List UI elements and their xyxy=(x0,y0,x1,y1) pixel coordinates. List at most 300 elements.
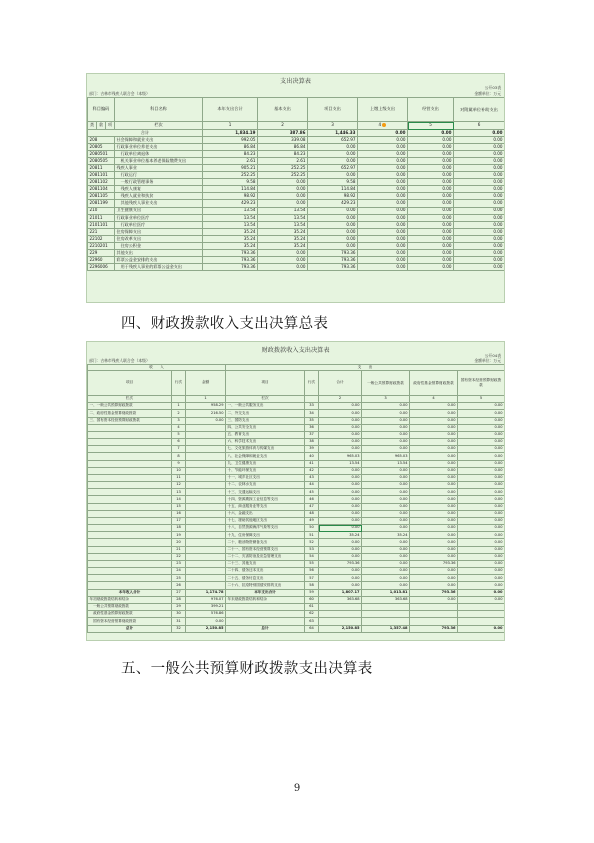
amount-cell[interactable]: 0.00 xyxy=(258,263,308,270)
amount-cell[interactable]: 793.36 xyxy=(410,625,458,632)
account-code-cell[interactable]: 2081104 xyxy=(88,186,115,193)
account-code-cell[interactable]: 21011 xyxy=(88,214,115,221)
income-item-cell[interactable]: 政府性基金预算财政拨款 xyxy=(88,611,172,618)
expense-item-cell[interactable]: 八、社会保障和就业支出 xyxy=(226,453,305,460)
amount-cell[interactable]: 0.00 xyxy=(458,503,505,510)
amount-cell[interactable]: 0.00 xyxy=(358,151,408,158)
line-number-cell[interactable]: 47 xyxy=(305,503,319,510)
expense-item-cell[interactable]: 二十五、债务付息支出 xyxy=(226,575,305,582)
amount-cell[interactable]: 0.00 xyxy=(458,589,505,596)
amount-cell[interactable]: 0.00 xyxy=(358,256,408,263)
expense-item-cell[interactable]: 三、国防支出 xyxy=(226,417,305,424)
income-item-cell[interactable] xyxy=(88,503,172,510)
line-number-cell[interactable]: 26 xyxy=(172,582,186,589)
amount-cell[interactable]: 0.00 xyxy=(410,410,458,417)
amount-cell[interactable]: 0.00 xyxy=(458,453,505,460)
expense-item-cell[interactable]: 二十、粮油物资储备支出 xyxy=(226,539,305,546)
account-code-cell[interactable]: 221 xyxy=(88,228,115,235)
amount-cell[interactable]: 0.00 xyxy=(362,539,410,546)
line-number-cell[interactable]: 23 xyxy=(172,560,186,567)
amount-cell[interactable]: 0.00 xyxy=(362,546,410,553)
expense-item-cell[interactable]: 年末财政拨款结转和结余 xyxy=(226,596,305,603)
line-number-cell[interactable]: 14 xyxy=(172,496,186,503)
col-header-total[interactable]: 本年支出合计 xyxy=(203,98,258,122)
col-header-general[interactable]: 一般公共预算财政拨款 xyxy=(362,371,410,396)
amount-cell[interactable] xyxy=(458,611,505,618)
amount-cell[interactable]: 2.61 xyxy=(203,158,258,165)
line-number-cell[interactable]: 29 xyxy=(172,603,186,610)
income-amount-cell[interactable]: 976.07 xyxy=(186,596,226,603)
warning-icon[interactable] xyxy=(382,123,386,127)
income-item-cell[interactable]: 一、一般公共预算财政拨款 xyxy=(88,403,172,410)
amount-cell[interactable]: 0.00 xyxy=(258,249,308,256)
col-header-state-capital[interactable]: 国有资本经营预算财政拨款 xyxy=(458,371,505,396)
amount-cell[interactable]: 905.21 xyxy=(203,165,258,172)
income-amount-cell[interactable] xyxy=(186,431,226,438)
expense-item-cell[interactable]: 二、外交支出 xyxy=(226,410,305,417)
income-item-cell[interactable]: 一般公共预算财政拨款 xyxy=(88,603,172,610)
amount-cell[interactable]: 0.00 xyxy=(362,431,410,438)
amount-cell[interactable]: 0.00 xyxy=(362,474,410,481)
amount-cell[interactable]: 0.00 xyxy=(410,431,458,438)
amount-cell[interactable]: 0.00 xyxy=(358,249,408,256)
income-amount-cell[interactable] xyxy=(186,539,226,546)
account-name-cell[interactable]: 一般行政管理事务 xyxy=(115,179,203,186)
amount-cell[interactable]: 0.00 xyxy=(319,510,362,517)
amount-cell[interactable]: 35.24 xyxy=(203,228,258,235)
amount-cell[interactable]: 0.00 xyxy=(358,207,408,214)
income-item-cell[interactable] xyxy=(88,568,172,575)
amount-cell[interactable]: 0.00 xyxy=(458,517,505,524)
amount-cell[interactable]: 0.00 xyxy=(362,489,410,496)
amount-cell[interactable]: 35.24 xyxy=(203,242,258,249)
line-number-cell[interactable]: 60 xyxy=(305,596,319,603)
amount-cell[interactable]: 0.00 xyxy=(362,439,410,446)
amount-cell[interactable]: 0.00 xyxy=(408,235,454,242)
line-number-cell[interactable]: 22 xyxy=(172,553,186,560)
amount-cell[interactable]: 13.54 xyxy=(203,214,258,221)
income-item-cell[interactable] xyxy=(88,467,172,474)
amount-cell[interactable]: 0.00 xyxy=(408,158,454,165)
amount-cell[interactable]: 0.00 xyxy=(454,193,505,200)
line-number-cell[interactable]: 59 xyxy=(305,589,319,596)
account-name-cell[interactable]: 彩票公益金安排的支出 xyxy=(115,256,203,263)
col-header-item[interactable]: 项目 xyxy=(88,371,172,396)
amount-cell[interactable]: 0.00 xyxy=(319,446,362,453)
account-name-cell[interactable]: 住房公积金 xyxy=(115,242,203,249)
expense-item-cell[interactable]: 十七、援助其他地区支出 xyxy=(226,517,305,524)
income-item-cell[interactable] xyxy=(88,474,172,481)
amount-cell[interactable]: 114.84 xyxy=(203,186,258,193)
amount-cell[interactable]: 252.25 xyxy=(258,165,308,172)
income-amount-cell[interactable] xyxy=(186,467,226,474)
line-number-cell[interactable]: 54 xyxy=(305,553,319,560)
amount-cell[interactable]: 0.00 xyxy=(458,625,505,632)
amount-cell[interactable]: 114.84 xyxy=(308,186,358,193)
amount-cell[interactable]: 86.84 xyxy=(203,144,258,151)
expense-item-cell[interactable]: 十二、农林水支出 xyxy=(226,482,305,489)
amount-cell[interactable] xyxy=(319,611,362,618)
total-cell[interactable]: 0.00 xyxy=(454,130,505,137)
income-amount-cell[interactable]: 399.21 xyxy=(186,603,226,610)
account-name-cell[interactable]: 用于残疾人事业的彩票公益金支出 xyxy=(115,263,203,270)
amount-cell[interactable]: 0.00 xyxy=(458,467,505,474)
account-code-cell[interactable]: 2081102 xyxy=(88,179,115,186)
expense-item-cell[interactable]: 二十二、灾害防治及应急管理支出 xyxy=(226,553,305,560)
amount-cell[interactable]: 965.03 xyxy=(319,453,362,460)
line-number-cell[interactable]: 7 xyxy=(172,446,186,453)
amount-cell[interactable]: 0.00 xyxy=(458,532,505,539)
income-amount-cell[interactable] xyxy=(186,496,226,503)
amount-cell[interactable]: 0.00 xyxy=(458,439,505,446)
income-amount-cell[interactable] xyxy=(186,532,226,539)
line-number-cell[interactable]: 25 xyxy=(172,575,186,582)
expense-item-cell[interactable]: 四、公共安全支出 xyxy=(226,424,305,431)
line-number-cell[interactable]: 64 xyxy=(305,625,319,632)
amount-cell[interactable]: 0.00 xyxy=(358,193,408,200)
amount-cell[interactable]: 35.24 xyxy=(258,228,308,235)
income-amount-cell[interactable] xyxy=(186,460,226,467)
amount-cell[interactable]: 0.00 xyxy=(308,151,358,158)
amount-cell[interactable]: 9.58 xyxy=(308,179,358,186)
amount-cell[interactable]: 0.00 xyxy=(408,186,454,193)
index-num[interactable]: 2 xyxy=(319,396,362,403)
amount-cell[interactable]: 0.00 xyxy=(319,410,362,417)
line-number-cell[interactable]: 51 xyxy=(305,532,319,539)
amount-cell[interactable]: 0.00 xyxy=(454,207,505,214)
amount-cell[interactable]: 0.00 xyxy=(258,256,308,263)
amount-cell[interactable]: 0.00 xyxy=(408,228,454,235)
amount-cell[interactable]: 0.00 xyxy=(454,137,505,144)
income-item-cell[interactable] xyxy=(88,482,172,489)
expense-item-cell[interactable]: 十九、住房保障支出 xyxy=(226,532,305,539)
amount-cell[interactable]: 0.00 xyxy=(454,200,505,207)
amount-cell[interactable]: 0.00 xyxy=(458,596,505,603)
amount-cell[interactable]: 0.00 xyxy=(410,467,458,474)
amount-cell[interactable]: 0.00 xyxy=(454,263,505,270)
amount-cell[interactable]: 0.00 xyxy=(258,193,308,200)
amount-cell[interactable]: 0.00 xyxy=(458,560,505,567)
expense-item-cell[interactable] xyxy=(226,603,305,610)
line-number-cell[interactable]: 2 xyxy=(172,410,186,417)
line-number-cell[interactable]: 56 xyxy=(305,568,319,575)
amount-cell[interactable]: 9.58 xyxy=(203,179,258,186)
account-code-cell[interactable]: 22102 xyxy=(88,235,115,242)
amount-cell[interactable]: 0.00 xyxy=(408,200,454,207)
line-number-cell[interactable]: 12 xyxy=(172,482,186,489)
amount-cell[interactable]: 0.00 xyxy=(458,582,505,589)
account-name-cell[interactable]: 机关事业单位基本养老保险缴费支出 xyxy=(115,158,203,165)
index-label[interactable]: 栏次 xyxy=(88,396,172,403)
amount-cell[interactable]: 0.00 xyxy=(358,263,408,270)
income-item-cell[interactable] xyxy=(88,532,172,539)
amount-cell[interactable]: 0.00 xyxy=(258,179,308,186)
amount-cell[interactable]: 0.00 xyxy=(458,539,505,546)
line-number-cell[interactable]: 37 xyxy=(305,431,319,438)
amount-cell[interactable]: 0.00 xyxy=(410,553,458,560)
amount-cell[interactable]: 0.00 xyxy=(358,221,408,228)
expense-item-cell[interactable] xyxy=(226,611,305,618)
amount-cell[interactable]: 793.36 xyxy=(308,249,358,256)
amount-cell[interactable]: 0.00 xyxy=(362,496,410,503)
account-name-cell[interactable]: 住房改革支出 xyxy=(115,235,203,242)
amount-cell[interactable]: 0.00 xyxy=(454,256,505,263)
amount-cell[interactable]: 0.00 xyxy=(410,568,458,575)
income-item-cell[interactable] xyxy=(88,525,172,532)
amount-cell[interactable]: 0.00 xyxy=(358,165,408,172)
amount-cell[interactable]: 0.00 xyxy=(319,546,362,553)
amount-cell[interactable]: 0.00 xyxy=(319,424,362,431)
line-number-cell[interactable]: 8 xyxy=(172,453,186,460)
amount-cell[interactable] xyxy=(410,611,458,618)
amount-cell[interactable]: 0.00 xyxy=(358,179,408,186)
amount-cell[interactable]: 0.00 xyxy=(319,482,362,489)
income-item-cell[interactable]: 二、政府性基金预算财政拨款 xyxy=(88,410,172,417)
amount-cell[interactable]: 0.00 xyxy=(362,410,410,417)
col-header-line[interactable]: 行次 xyxy=(305,371,319,396)
income-amount-cell[interactable] xyxy=(186,424,226,431)
index-num[interactable]: 3 xyxy=(362,396,410,403)
account-name-cell[interactable]: 其他支出 xyxy=(115,249,203,256)
amount-cell[interactable]: 252.25 xyxy=(203,172,258,179)
line-number-cell[interactable]: 35 xyxy=(305,417,319,424)
income-amount-cell[interactable]: 958.29 xyxy=(186,403,226,410)
account-name-cell[interactable]: 行政单位医疗 xyxy=(115,221,203,228)
col-header-line[interactable]: 行次 xyxy=(172,371,186,396)
income-amount-cell[interactable] xyxy=(186,546,226,553)
amount-cell[interactable]: 0.00 xyxy=(362,424,410,431)
amount-cell[interactable]: 0.00 xyxy=(358,235,408,242)
income-item-cell[interactable]: 本年收入合计 xyxy=(88,589,172,596)
amount-cell[interactable]: 0.00 xyxy=(362,582,410,589)
amount-cell[interactable]: 0.00 xyxy=(319,582,362,589)
income-item-cell[interactable] xyxy=(88,424,172,431)
income-item-cell[interactable] xyxy=(88,560,172,567)
amount-cell[interactable]: 0.00 xyxy=(319,467,362,474)
amount-cell[interactable]: 0.00 xyxy=(319,431,362,438)
amount-cell[interactable]: 0.00 xyxy=(362,525,410,532)
line-number-cell[interactable]: 13 xyxy=(172,489,186,496)
amount-cell[interactable]: 0.00 xyxy=(319,417,362,424)
income-amount-cell[interactable] xyxy=(186,525,226,532)
income-item-cell[interactable] xyxy=(88,460,172,467)
income-amount-cell[interactable]: 0.00 xyxy=(186,417,226,424)
col-header-name[interactable]: 科目名称 xyxy=(115,98,203,122)
amount-cell[interactable]: 0.00 xyxy=(454,144,505,151)
amount-cell[interactable]: 363.68 xyxy=(362,596,410,603)
amount-cell[interactable]: 0.00 xyxy=(362,568,410,575)
line-number-cell[interactable]: 27 xyxy=(172,589,186,596)
expense-item-cell[interactable]: 二十六、抗疫特别国债安排的支出 xyxy=(226,582,305,589)
account-name-cell[interactable]: 社会保障和就业支出 xyxy=(115,137,203,144)
amount-cell[interactable]: 0.00 xyxy=(308,207,358,214)
amount-cell[interactable]: 793.36 xyxy=(203,263,258,270)
amount-cell[interactable]: 0.00 xyxy=(319,525,362,532)
sub-header-section[interactable]: 款 xyxy=(97,122,106,130)
line-number-cell[interactable]: 45 xyxy=(305,489,319,496)
income-amount-cell[interactable] xyxy=(186,575,226,582)
col-header-subsidy[interactable]: 对附属单位补助支出 xyxy=(454,98,505,122)
line-number-cell[interactable]: 32 xyxy=(172,625,186,632)
line-number-cell[interactable]: 34 xyxy=(305,410,319,417)
amount-cell[interactable]: 0.00 xyxy=(362,482,410,489)
income-item-cell[interactable]: 年初财政拨款结转和结余 xyxy=(88,596,172,603)
amount-cell[interactable]: 0.00 xyxy=(308,144,358,151)
amount-cell[interactable]: 0.00 xyxy=(408,172,454,179)
amount-cell[interactable]: 652.97 xyxy=(308,165,358,172)
amount-cell[interactable]: 0.00 xyxy=(410,503,458,510)
amount-cell[interactable]: 0.00 xyxy=(408,242,454,249)
amount-cell[interactable] xyxy=(362,618,410,625)
amount-cell[interactable]: 0.00 xyxy=(308,235,358,242)
income-item-cell[interactable]: 三、国有资本经营预算财政拨款 xyxy=(88,417,172,424)
amount-cell[interactable]: 793.36 xyxy=(203,249,258,256)
amount-cell[interactable]: 0.00 xyxy=(458,496,505,503)
amount-cell[interactable]: 35.24 xyxy=(258,242,308,249)
account-name-cell[interactable]: 其他残疾人事业支出 xyxy=(115,200,203,207)
amount-cell[interactable]: 0.00 xyxy=(454,179,505,186)
income-item-cell[interactable] xyxy=(88,431,172,438)
amount-cell[interactable]: 0.00 xyxy=(362,467,410,474)
income-item-cell[interactable] xyxy=(88,489,172,496)
expense-item-cell[interactable]: 六、科学技术支出 xyxy=(226,439,305,446)
line-number-cell[interactable]: 44 xyxy=(305,482,319,489)
amount-cell[interactable]: 793.36 xyxy=(319,560,362,567)
amount-cell[interactable]: 0.00 xyxy=(258,186,308,193)
amount-cell[interactable]: 0.00 xyxy=(454,165,505,172)
amount-cell[interactable]: 0.00 xyxy=(454,235,505,242)
income-amount-cell[interactable] xyxy=(186,510,226,517)
line-number-cell[interactable]: 48 xyxy=(305,510,319,517)
amount-cell[interactable]: 0.00 xyxy=(319,496,362,503)
amount-cell[interactable]: 0.00 xyxy=(408,144,454,151)
income-amount-cell[interactable] xyxy=(186,453,226,460)
index-num[interactable]: 6 xyxy=(454,122,505,130)
expense-header[interactable]: 支 出 xyxy=(226,365,505,371)
line-number-cell[interactable]: 62 xyxy=(305,611,319,618)
amount-cell[interactable]: 98.92 xyxy=(203,193,258,200)
amount-cell[interactable]: 0.00 xyxy=(458,489,505,496)
amount-cell[interactable]: 0.00 xyxy=(408,221,454,228)
line-number-cell[interactable]: 36 xyxy=(305,424,319,431)
amount-cell[interactable]: 0.00 xyxy=(319,439,362,446)
amount-cell[interactable]: 0.00 xyxy=(258,200,308,207)
amount-cell[interactable]: 0.00 xyxy=(410,517,458,524)
expense-item-cell[interactable]: 五、教育支出 xyxy=(226,431,305,438)
line-number-cell[interactable]: 19 xyxy=(172,532,186,539)
line-number-cell[interactable]: 31 xyxy=(172,618,186,625)
amount-cell[interactable]: 0.00 xyxy=(458,410,505,417)
amount-cell[interactable]: 0.00 xyxy=(410,510,458,517)
amount-cell[interactable]: 0.00 xyxy=(308,158,358,165)
line-number-cell[interactable]: 11 xyxy=(172,474,186,481)
amount-cell[interactable]: 252.25 xyxy=(258,172,308,179)
amount-cell[interactable]: 0.00 xyxy=(358,200,408,207)
amount-cell[interactable]: 0.00 xyxy=(319,489,362,496)
income-item-cell[interactable] xyxy=(88,453,172,460)
line-number-cell[interactable]: 57 xyxy=(305,575,319,582)
amount-cell[interactable]: 0.00 xyxy=(410,474,458,481)
col-header-gov-fund[interactable]: 政府性基金预算财政拨款 xyxy=(410,371,458,396)
amount-cell[interactable]: 0.00 xyxy=(358,186,408,193)
amount-cell[interactable]: 0.00 xyxy=(458,482,505,489)
amount-cell[interactable]: 0.00 xyxy=(454,151,505,158)
expense-item-cell[interactable]: 总计 xyxy=(226,625,305,632)
expense-item-cell[interactable]: 十、节能环保支出 xyxy=(226,467,305,474)
income-amount-cell[interactable]: 1,174.78 xyxy=(186,589,226,596)
account-name-cell[interactable]: 残疾人就业和扶贫 xyxy=(115,193,203,200)
index-num[interactable] xyxy=(172,396,186,403)
amount-cell[interactable]: 0.00 xyxy=(410,446,458,453)
amount-cell[interactable]: 35.24 xyxy=(258,235,308,242)
amount-cell[interactable]: 13.54 xyxy=(203,207,258,214)
amount-cell[interactable]: 0.00 xyxy=(362,417,410,424)
amount-cell[interactable]: 0.00 xyxy=(408,151,454,158)
income-item-cell[interactable] xyxy=(88,575,172,582)
amount-cell[interactable] xyxy=(362,603,410,610)
expense-item-cell[interactable]: 本年支出合计 xyxy=(226,589,305,596)
amount-cell[interactable]: 0.00 xyxy=(408,256,454,263)
line-number-cell[interactable]: 1 xyxy=(172,403,186,410)
col-header-item[interactable]: 项目 xyxy=(226,371,305,396)
expense-item-cell[interactable] xyxy=(226,618,305,625)
account-name-cell[interactable]: 残疾人康复 xyxy=(115,186,203,193)
amount-cell[interactable] xyxy=(362,611,410,618)
col-header-amount[interactable]: 金额 xyxy=(186,371,226,396)
total-label[interactable]: 合计 xyxy=(88,130,203,137)
amount-cell[interactable]: 0.00 xyxy=(454,214,505,221)
account-code-cell[interactable]: 229 xyxy=(88,249,115,256)
account-code-cell[interactable]: 2080501 xyxy=(88,151,115,158)
amount-cell[interactable]: 0.00 xyxy=(319,575,362,582)
income-amount-cell[interactable] xyxy=(186,553,226,560)
account-code-cell[interactable]: 2210201 xyxy=(88,242,115,249)
amount-cell[interactable]: 0.00 xyxy=(408,137,454,144)
amount-cell[interactable]: 1,807.17 xyxy=(319,589,362,596)
index-num[interactable]: 3 xyxy=(308,122,358,130)
amount-cell[interactable]: 0.00 xyxy=(410,489,458,496)
expense-item-cell[interactable]: 十六、金融支出 xyxy=(226,510,305,517)
account-code-cell[interactable]: 2081199 xyxy=(88,200,115,207)
line-number-cell[interactable]: 15 xyxy=(172,503,186,510)
amount-cell[interactable]: 0.00 xyxy=(458,403,505,410)
amount-cell[interactable]: 0.00 xyxy=(454,186,505,193)
income-item-cell[interactable] xyxy=(88,582,172,589)
amount-cell[interactable]: 0.00 xyxy=(362,560,410,567)
amount-cell[interactable]: 35.24 xyxy=(203,235,258,242)
amount-cell[interactable]: 0.00 xyxy=(454,158,505,165)
amount-cell[interactable]: 0.00 xyxy=(408,193,454,200)
amount-cell[interactable]: 0.00 xyxy=(410,424,458,431)
amount-cell[interactable]: 0.00 xyxy=(410,482,458,489)
index-num[interactable]: 2 xyxy=(258,122,308,130)
account-name-cell[interactable]: 住房保障支出 xyxy=(115,228,203,235)
amount-cell[interactable]: 0.00 xyxy=(458,575,505,582)
amount-cell[interactable]: 0.00 xyxy=(319,474,362,481)
col-header-code[interactable]: 科目编码 xyxy=(88,98,115,122)
amount-cell[interactable]: 0.00 xyxy=(454,249,505,256)
amount-cell[interactable]: 0.00 xyxy=(308,221,358,228)
amount-cell[interactable]: 0.00 xyxy=(458,525,505,532)
amount-cell[interactable]: 0.00 xyxy=(454,221,505,228)
line-number-cell[interactable]: 49 xyxy=(305,517,319,524)
account-code-cell[interactable]: 2101101 xyxy=(88,221,115,228)
income-item-cell[interactable] xyxy=(88,539,172,546)
amount-cell[interactable]: 0.00 xyxy=(410,546,458,553)
amount-cell[interactable]: 13.54 xyxy=(203,221,258,228)
line-number-cell[interactable]: 28 xyxy=(172,596,186,603)
account-name-cell[interactable]: 行政事业单位养老支出 xyxy=(115,144,203,151)
